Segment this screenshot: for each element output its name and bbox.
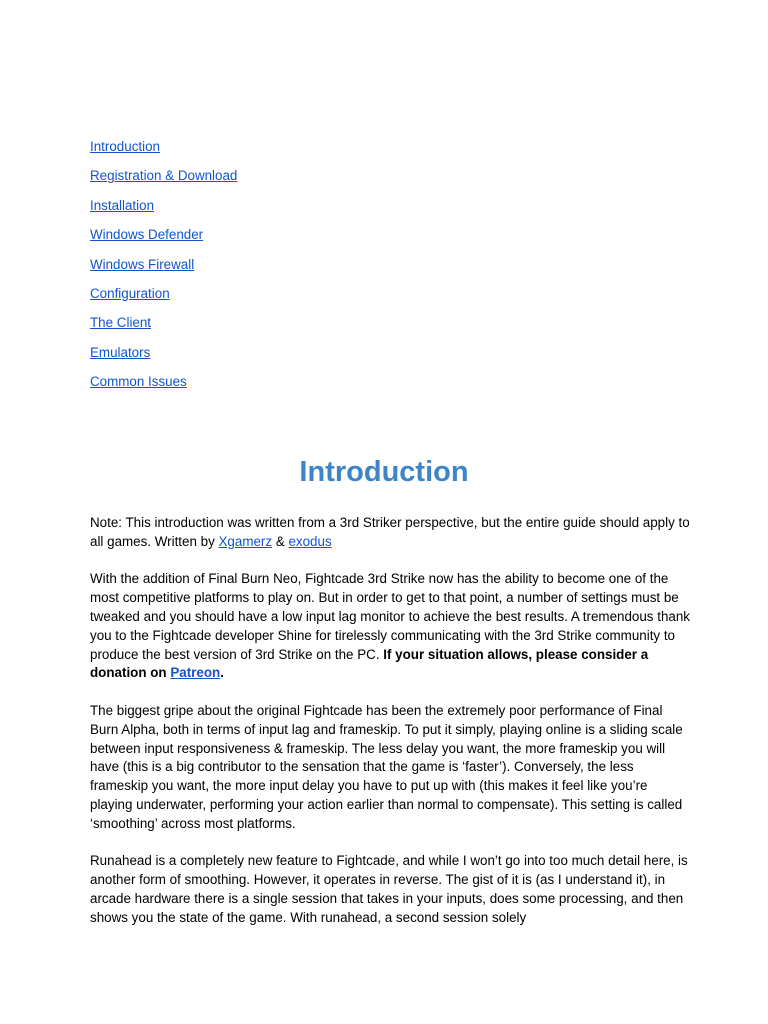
introduction-body	[90, 514, 690, 928]
note-text: Note: This introduction was written from a 3rd Striker perspective, but the entire guide should apply to all games. Written by	[90, 515, 690, 549]
toc-link-windows-firewall[interactable]: Windows Firewall	[90, 256, 195, 272]
note-ampersand: &	[272, 533, 289, 549]
toc-item-common-issues	[90, 374, 237, 403]
donation-callout-end: .	[220, 665, 224, 681]
toc-item-windows-firewall	[90, 257, 237, 286]
toc-item-the-client	[90, 315, 237, 344]
table-of-contents	[90, 139, 237, 404]
intro-paragraph-2: The biggest gripe about the original Fightcade has been the extremely poor performance of Final Burn Alpha, both in terms of input lag and frameskip. To put it simply, playing online is a sliding scale between input responsiveness & frameskip. The less delay you want, the more frameskip you will have (this is a big contributor to the sensation that the game is ‘faster’). Conversely, the less frameskip you want, the more input delay you have to put up with (this makes it feel like you’re playing underwater, performing your action earlier than normal to compensate). This setting is called ‘smoothing’ across most platforms.	[90, 702, 683, 831]
toc-link-emulators[interactable]: Emulators	[90, 344, 151, 360]
toc-link-the-client[interactable]: The Client	[90, 315, 152, 331]
patreon-link[interactable]: Patreon	[170, 665, 221, 681]
toc-item-installation	[90, 198, 237, 227]
toc-item-windows-defender	[90, 227, 237, 256]
toc-item-emulators	[90, 345, 237, 374]
toc-link-configuration[interactable]: Configuration	[90, 285, 170, 301]
intro-paragraph-3: Runahead is a completely new feature to Fightcade, and while I won’t go into too much detail here, is another form of smoothing. However, it operates in reverse. The gist of it is (as I understand it), in arcade hardware there is a single session that takes in your inputs, does some processing, and then shows you the state of the game. With runahead, a second session solely	[90, 853, 688, 925]
toc-link-installation[interactable]: Installation	[90, 197, 155, 213]
toc-item-introduction	[90, 139, 237, 168]
toc-link-registration-download[interactable]: Registration & Download	[90, 168, 238, 184]
intro-paragraph-1	[90, 570, 690, 683]
toc-item-configuration	[90, 286, 237, 315]
toc-link-common-issues[interactable]: Common Issues	[90, 374, 187, 390]
donation-callout-text: If your situation allows, please consider a donation on	[90, 646, 649, 681]
toc-item-registration	[90, 168, 237, 197]
section-heading-introduction: Introduction	[299, 456, 469, 488]
toc-link-introduction[interactable]: Introduction	[90, 139, 160, 154]
author-link-xgamerz[interactable]: Xgamerz	[218, 533, 273, 549]
paragraph-1-text: With the addition of Final Burn Neo, Fightcade 3rd Strike now has the ability to become one of the most competitive platforms to play on. But in order to get to that point, a number of settings must be tweaked and you should have a low input lag monitor to achieve the best results. A tremendous thank you to the Fightcade developer Shine for tirelessly communicating with the 3rd Strike community to produce the best version of 3rd Strike on the PC.	[90, 571, 690, 662]
toc-link-windows-defender[interactable]: Windows Defender	[90, 227, 204, 243]
author-link-exodus[interactable]: exodus	[288, 533, 332, 549]
intro-note-paragraph	[90, 514, 690, 552]
